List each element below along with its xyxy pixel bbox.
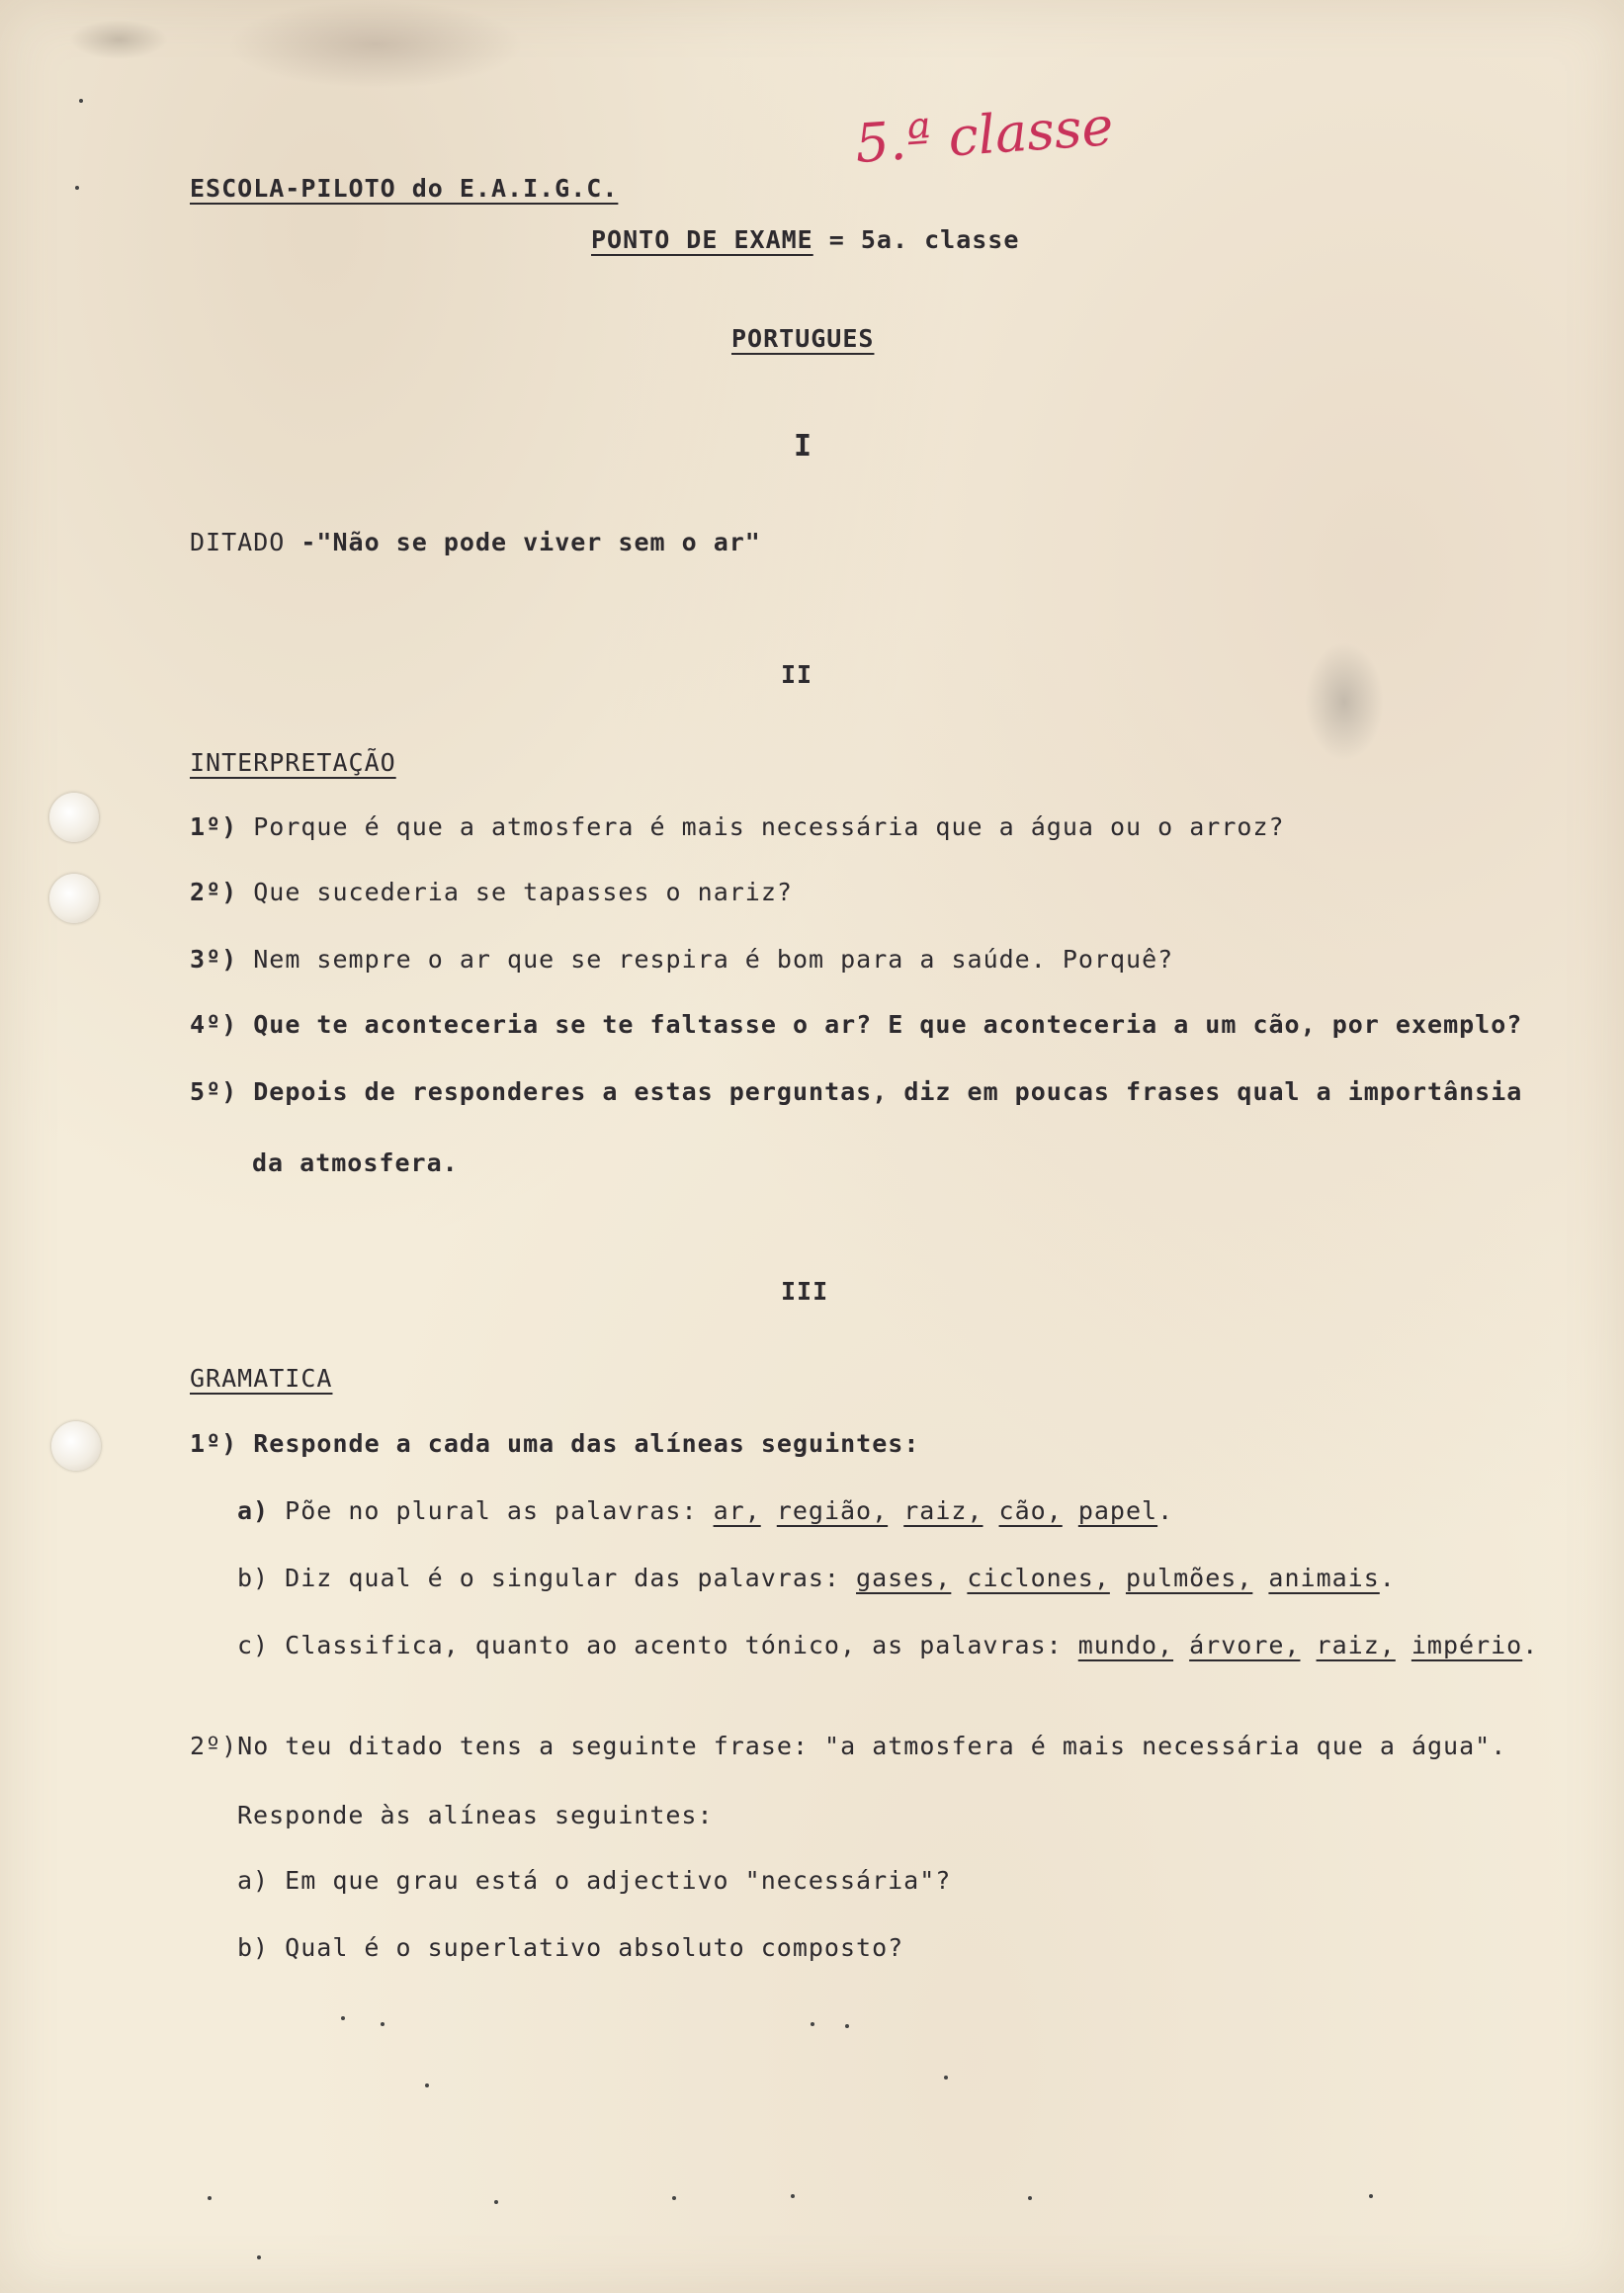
word: região, — [776, 1496, 889, 1525]
speck — [1369, 2194, 1373, 2198]
question-number: 2º) — [190, 878, 238, 906]
speck — [845, 2024, 849, 2028]
sentence-end: . — [1379, 1564, 1396, 1592]
question-item — [190, 878, 793, 906]
question-number: 4º) — [190, 1010, 238, 1039]
speck — [208, 2196, 212, 2200]
dictation-label: DITADO — [190, 528, 286, 556]
speck — [79, 99, 83, 103]
section-numeral-1: I — [794, 429, 813, 464]
sentence-end: . — [1157, 1496, 1174, 1525]
subitem-letter: a) — [237, 1866, 270, 1895]
question-text: Porque é que a atmosfera é mais necessária que a água ou o arroz? — [253, 812, 1285, 841]
grammar-question-1 — [190, 1429, 919, 1458]
school-name: ESCOLA-PILOTO do E.A.I.G.C. — [190, 174, 619, 203]
subitem-c — [237, 1631, 1538, 1659]
word: raiz, — [903, 1496, 983, 1525]
dictation-line — [190, 528, 761, 556]
question-item — [190, 945, 1173, 974]
punch-hole — [51, 1421, 101, 1471]
sentence-end: . — [1522, 1631, 1539, 1659]
word: raiz, — [1316, 1631, 1396, 1659]
question-item — [190, 1010, 1522, 1039]
word: árvore, — [1189, 1631, 1301, 1659]
grammar-question-2-line2: Responde às alíneas seguintes: — [237, 1801, 714, 1829]
section-numeral-2: II — [781, 660, 813, 689]
handwritten-class-note: 5.ª classe — [853, 94, 1116, 176]
question-item — [190, 1077, 1522, 1106]
word: gases, — [856, 1564, 952, 1592]
dictation-title: -"Não se pode viver sem o ar" — [300, 528, 761, 556]
speck — [381, 2022, 385, 2026]
interpretation-heading: INTERPRETAÇÃO — [190, 748, 396, 777]
word: mundo, — [1077, 1631, 1174, 1659]
word: cão, — [998, 1496, 1063, 1525]
speck — [494, 2200, 498, 2204]
subitem-text: Classifica, quanto ao acento tónico, as palavras: — [285, 1631, 1063, 1659]
punch-hole — [49, 874, 99, 923]
word: papel — [1077, 1496, 1158, 1525]
subitem-letter: b) — [237, 1933, 270, 1962]
speck — [1028, 2196, 1032, 2200]
question-text: Que te aconteceria se te faltasse o ar? E que aconteceria a um cão, por exemplo? — [253, 1010, 1523, 1039]
stain — [227, 0, 524, 89]
subitem-letter: b) — [237, 1564, 270, 1592]
subitem-b — [237, 1564, 1396, 1592]
question-number: 1º) — [190, 1429, 238, 1458]
subitem-a — [237, 1496, 1173, 1525]
speck — [425, 2083, 429, 2087]
stain — [1305, 642, 1384, 761]
question-text: Depois de responderes a estas perguntas, diz em poucas frases qual a importânsia — [253, 1077, 1523, 1106]
word: império — [1410, 1631, 1523, 1659]
speck — [791, 2194, 795, 2198]
question-number: 1º) — [190, 812, 238, 841]
speck — [811, 2022, 814, 2026]
speck — [341, 2016, 345, 2020]
subitem-text: Qual é o superlativo absoluto composto? — [285, 1933, 904, 1962]
question-text: Responde a cada uma das alíneas seguintes: — [253, 1429, 920, 1458]
question-continuation: da atmosfera. — [252, 1148, 459, 1177]
question-number: 5º) — [190, 1077, 238, 1106]
question-number: 3º) — [190, 945, 238, 974]
word: ciclones, — [967, 1564, 1110, 1592]
speck — [672, 2196, 676, 2200]
subitem-letter: a) — [237, 1496, 270, 1525]
subject-title: PORTUGUES — [731, 324, 875, 353]
punch-hole — [49, 793, 99, 842]
question-number: 2º) — [190, 1732, 238, 1760]
word: pulmões, — [1125, 1564, 1253, 1592]
section-numeral-3: III — [781, 1277, 829, 1306]
question-text: Que sucederia se tapasses o nariz? — [253, 878, 793, 906]
stain — [69, 20, 168, 59]
subitem-letter: c) — [237, 1631, 270, 1659]
question-text: No teu ditado tens a seguinte frase: "a atmosfera é mais necessária que a água". — [237, 1732, 1507, 1760]
grammar-heading: GRAMATICA — [190, 1364, 333, 1393]
exam-class: = 5a. classe — [828, 225, 1020, 254]
word: animais — [1268, 1564, 1380, 1592]
subitem-text: Em que grau está o adjectivo "necessária"? — [285, 1866, 952, 1895]
subitem-text: Diz qual é o singular das palavras: — [285, 1564, 840, 1592]
grammar-question-2 — [190, 1732, 1506, 1760]
subitem-b — [237, 1933, 903, 1962]
question-text: Nem sempre o ar que se respira é bom para a saúde. Porquê? — [253, 945, 1174, 974]
subitem-a — [237, 1866, 951, 1895]
speck — [75, 186, 79, 190]
exam-title: PONTO DE EXAME — [591, 225, 813, 254]
question-item — [190, 812, 1285, 841]
speck — [944, 2076, 948, 2080]
exam-title-line — [591, 225, 1019, 254]
subitem-text: Põe no plural as palavras: — [285, 1496, 698, 1525]
speck — [257, 2255, 261, 2259]
word: ar, — [713, 1496, 761, 1525]
